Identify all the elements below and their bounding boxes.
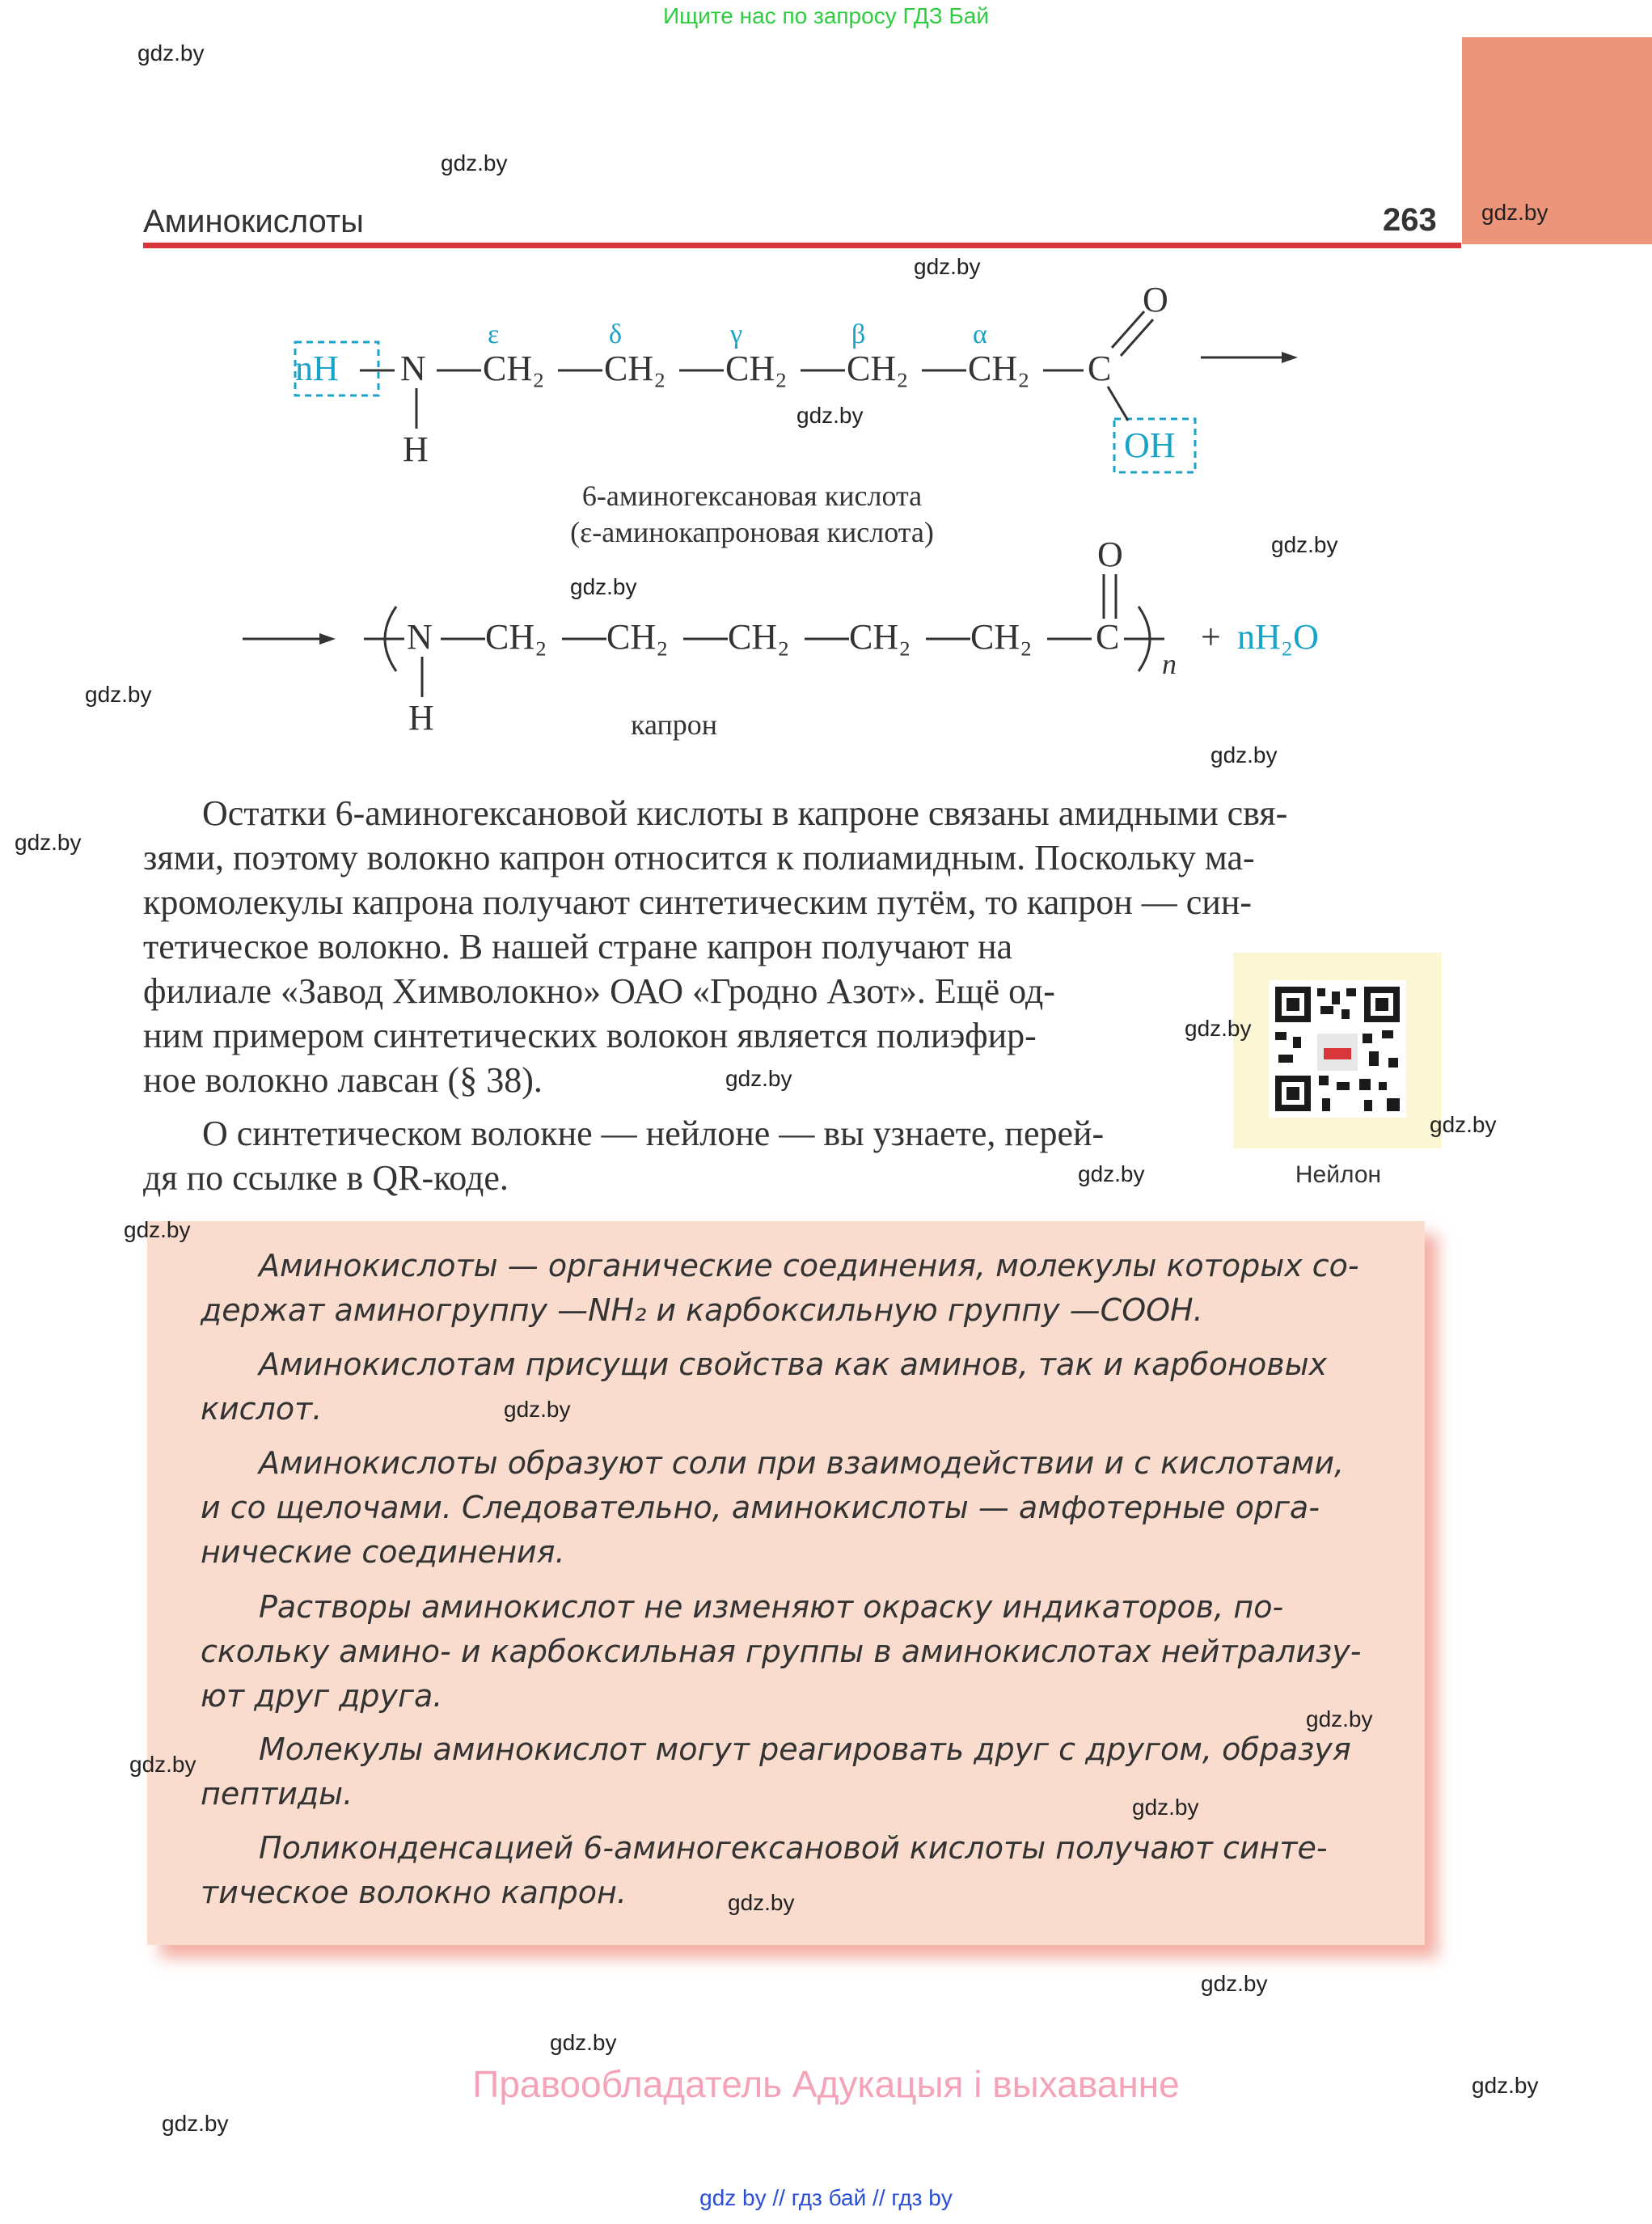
ch2-group: CH₂: [485, 617, 547, 657]
text-line: О синтетическом волокне — нейлоне — вы узнаете, перей-: [202, 1114, 1105, 1153]
ch2-group: CH₂: [847, 349, 909, 388]
reaction-1: [0, 0, 1652, 566]
summary-paragraph: [201, 1244, 1373, 1333]
ch2-group: CH₂: [849, 617, 911, 657]
watermark: gdz.by: [124, 1217, 191, 1242]
watermark: gdz.by: [1078, 1161, 1145, 1186]
text-line: тетическое волокно. В нашей стране капрон получают на: [143, 927, 1013, 966]
summary-paragraph: [201, 1441, 1373, 1575]
watermark: gdz.by: [441, 150, 508, 175]
summary-line: тическое волокно капрон.: [201, 1875, 627, 1910]
ch2-group: CH₂: [606, 617, 669, 657]
watermark: gdz.by: [1306, 1706, 1373, 1731]
reaction-1-caption-line2: (ε-аминокапроновая кислота): [570, 516, 934, 548]
nh-reactant-label: [295, 348, 339, 389]
ch2-group: CH₂: [725, 349, 788, 388]
watermark: gdz.by: [1132, 1795, 1199, 1820]
watermark: gdz.by: [162, 2111, 229, 2136]
watermark: gdz.by: [914, 254, 981, 279]
section-title: Аминокислоты: [143, 204, 364, 239]
top-banner[interactable]: Ищите нас по запросу ГДЗ Бай: [662, 3, 990, 28]
ch2-group: CH₂: [968, 349, 1030, 388]
watermark: gdz.by: [1481, 200, 1548, 225]
qr-caption: Нейлон: [1295, 1161, 1382, 1188]
watermark: gdz.by: [1472, 2073, 1539, 2098]
h-atom: H: [403, 429, 429, 469]
nh-label: nH: [295, 349, 339, 388]
summary-line: скольку амино- и карбоксильная группы в аминокислотах нейтрализу-: [201, 1634, 1362, 1669]
watermark: gdz.by: [504, 1397, 571, 1422]
summary-paragraph: [201, 1585, 1373, 1719]
paragraph-2: [143, 1111, 1210, 1200]
o-atom: O: [1143, 280, 1168, 319]
summary-box: [147, 1221, 1425, 1945]
summary-line: Аминокислоты — органические соединения, молекулы которых со-: [259, 1248, 1359, 1283]
summary-line: пептиды.: [201, 1776, 353, 1812]
ch2-group: CH₂: [483, 349, 545, 388]
watermark: gdz.by: [550, 2030, 617, 2055]
watermark: gdz.by: [15, 830, 82, 855]
ch2-group: CH₂: [970, 617, 1033, 657]
watermark: gdz.by: [796, 403, 864, 428]
polymer-subscript-n: n: [1162, 648, 1177, 680]
oh-label: OH: [1124, 425, 1176, 465]
ch2-group: CH₂: [728, 617, 790, 657]
greek-label: ε: [488, 319, 500, 349]
watermark: gdz.by: [570, 574, 637, 599]
text-line: дя по ссылке в QR-коде.: [143, 1158, 509, 1198]
text-line: ное волокно лавсан (§ 38).: [143, 1060, 543, 1100]
text-line: зями, поэтому волокно капрон относится к полиамидным. Поскольку ма-: [143, 838, 1255, 877]
watermark: gdz.by: [725, 1066, 792, 1091]
summary-line: нические соединения.: [201, 1534, 565, 1570]
qr-code-panel[interactable]: [1233, 953, 1442, 1148]
summary-line: кислот.: [201, 1391, 323, 1427]
water-product: nH₂O: [1237, 617, 1319, 657]
copyright-notice: Правообладатель Адукацыя і выхаванне: [472, 2063, 1180, 2105]
watermark: gdz.by: [129, 1752, 196, 1777]
text-line: ним примером синтетических волокон является полиэфир-: [143, 1016, 1037, 1055]
watermark: gdz.by: [728, 1890, 795, 1915]
reaction-2-caption: капрон: [631, 708, 717, 741]
summary-line: Поликонденсацией 6-аминогексановой кислоты получают синте-: [259, 1830, 1328, 1866]
o-atom: O: [1097, 535, 1123, 574]
summary-line: держат аминогруппу —NH₂ и карбоксильную группу —COOH.: [201, 1292, 1203, 1328]
greek-label: δ: [609, 319, 623, 349]
summary-line: Аминокислотам присущи свойства как аминов, так и карбоновых: [259, 1347, 1328, 1382]
qr-code-image[interactable]: [1233, 953, 1442, 1148]
summary-line: Растворы аминокислот не изменяют окраску индикаторов, по-: [259, 1589, 1284, 1625]
h-atom: H: [408, 698, 434, 738]
watermark: gdz.by: [137, 40, 205, 66]
n-atom: N: [407, 617, 433, 657]
c-atom: C: [1088, 349, 1112, 388]
plus-sign: +: [1201, 617, 1221, 657]
watermark: gdz.by: [1185, 1016, 1252, 1041]
watermark: gdz.by: [1271, 532, 1338, 557]
ch2-group: CH₂: [604, 349, 666, 388]
reaction-2-bonds: [0, 526, 1652, 768]
text-line: кромолекулы капрона получают синтетическим путём, то капрон — син-: [143, 882, 1253, 922]
watermark: gdz.by: [1201, 1971, 1268, 1996]
reaction-2: [0, 526, 1652, 768]
reaction-1-caption-line1: 6-аминогексановая кислота: [581, 480, 923, 512]
footer-links[interactable]: gdz by // гдз бай // гдз by: [699, 2185, 953, 2210]
page-number: 263: [1383, 202, 1437, 238]
summary-line: Молекулы аминокислот могут реагировать друг с другом, образуя: [259, 1731, 1351, 1767]
greek-label: β: [851, 319, 866, 349]
watermark: gdz.by: [1210, 742, 1278, 767]
text-line: филиале «Завод Химволокно» ОАО «Гродно Азот». Ещё од-: [143, 971, 1055, 1011]
summary-paragraph: [201, 1342, 1373, 1431]
summary-line: и со щелочами. Следовательно, аминокислоты — амфотерные орга-: [201, 1490, 1320, 1525]
watermark: gdz.by: [1430, 1112, 1497, 1137]
greek-label: γ: [730, 319, 743, 349]
c-atom: C: [1096, 617, 1120, 657]
n-atom: N: [400, 349, 426, 388]
greek-label: α: [973, 319, 987, 349]
summary-line: Аминокислоты образуют соли при взаимодействии и с кислотами,: [259, 1445, 1345, 1481]
watermark: gdz.by: [85, 682, 152, 707]
summary-line: ют друг друга.: [201, 1678, 443, 1714]
text-line: Остатки 6-аминогексановой кислоты в капроне связаны амидными свя-: [202, 793, 1288, 833]
